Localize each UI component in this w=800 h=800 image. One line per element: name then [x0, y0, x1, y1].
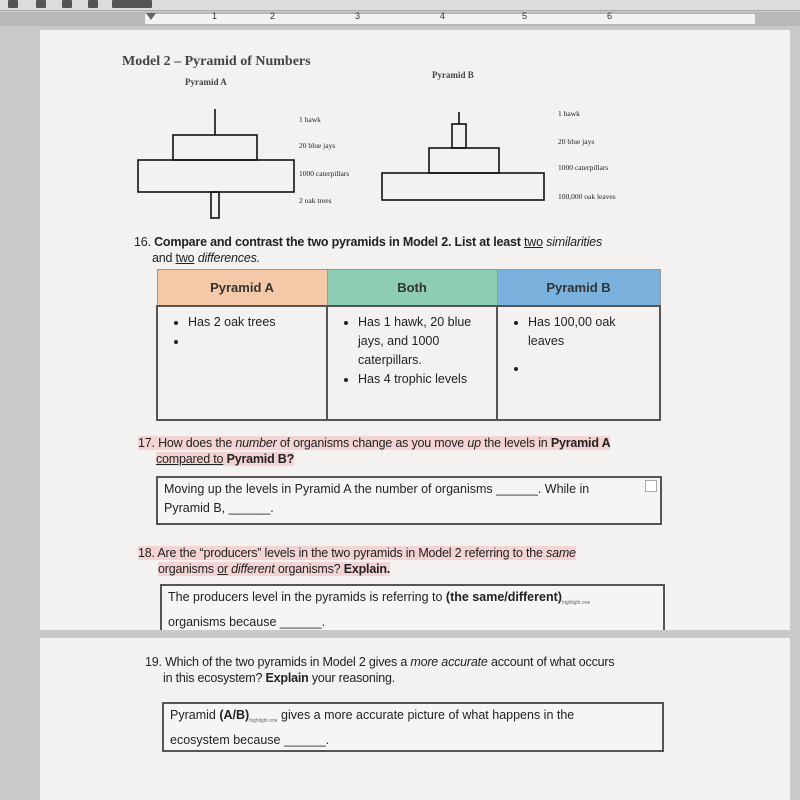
question-text: up: [467, 436, 481, 450]
question-text: Pyramid B?: [226, 452, 295, 466]
format-icon[interactable]: [88, 0, 98, 8]
pyramid-b-level-label: 20 blue jays: [558, 137, 595, 146]
answer-text: gives a more accurate picture of what happens in the: [281, 708, 575, 722]
question-text: compared to: [156, 452, 224, 466]
answer-box-17[interactable]: [156, 476, 662, 525]
answer-text: ecosystem because ______.: [170, 733, 330, 747]
question-text: more accurate: [410, 655, 488, 669]
list-item: • Has 4 trophic levels: [358, 370, 492, 389]
pyramid-b: [382, 112, 544, 200]
question-text: How does the: [158, 436, 233, 450]
cell-pyramid-a[interactable]: [157, 306, 327, 420]
question-text: different: [231, 562, 275, 576]
header-both: Both: [327, 270, 497, 307]
question-text: account of what occurs: [490, 655, 615, 669]
question-text: Explain: [265, 671, 309, 685]
pyramid-b-level-label: 1 hawk: [558, 109, 580, 118]
underline-icon[interactable]: [62, 0, 72, 8]
list-item: [188, 332, 322, 351]
ruler-number: 1: [212, 11, 218, 21]
question-text: in this ecosystem?: [163, 671, 263, 685]
answer-text: Pyramid: [170, 708, 216, 722]
question-number: 17.: [138, 436, 155, 450]
comparison-table: [156, 269, 661, 421]
pyramid-b-label: Pyramid B: [432, 70, 474, 80]
question-text: Pyramid A: [550, 436, 611, 450]
question-text: or: [217, 562, 228, 576]
ruler-track[interactable]: [145, 14, 755, 24]
header-pyramid-b: Pyramid B: [497, 270, 660, 307]
question-text: organisms: [158, 562, 214, 576]
answer-text: Moving up the levels in Pyramid A the number of organisms ______. While in: [164, 482, 590, 496]
pyramid-a-bluejay-level: [173, 135, 257, 160]
question-number: 16.: [134, 235, 151, 249]
pyramid-b-level-label: 1000 caterpillars: [558, 163, 609, 172]
bold-icon[interactable]: [8, 0, 18, 8]
model-title: Model 2 – Pyramid of Numbers: [122, 54, 311, 69]
pyramid-b-bluejay-level: [429, 148, 499, 173]
answer-text: organisms because ______.: [168, 615, 326, 629]
cell-pyramid-b[interactable]: [497, 306, 660, 420]
indent-marker[interactable]: [146, 13, 156, 20]
pyramid-b-level-label: 100,000 oak leaves: [558, 192, 616, 201]
answer-box-18[interactable]: [160, 584, 665, 630]
question-text: same: [546, 546, 576, 560]
question-number: 19.: [145, 655, 162, 669]
question-text: Which of the two pyramids in Model 2 gives a: [165, 655, 408, 669]
and-word: and: [152, 251, 173, 265]
document-page[interactable]: [40, 30, 790, 630]
question-18: [138, 545, 678, 577]
list-item: [528, 359, 655, 378]
pyramid-a: [138, 109, 294, 218]
header-pyramid-a: Pyramid A: [157, 270, 327, 307]
pyramids-diagram: [130, 104, 590, 224]
underlined-two: two: [524, 235, 543, 249]
pyramid-a-level-label: 20 blue jays: [299, 141, 336, 150]
pyramid-a-level-label: 2 oak trees: [299, 196, 332, 205]
toolbar: [0, 0, 800, 11]
question-16-text: Compare and contrast the two pyramids in Model 2. List at least: [154, 235, 521, 249]
answer-choice: (the same/different): [445, 590, 562, 604]
pyramid-b-oak-level: [382, 173, 544, 200]
question-19: [145, 654, 685, 686]
list-item: • Has 1 hawk, 20 blue jays, and 1000 caterpillars.: [358, 313, 492, 370]
list-item: • Has 2 oak trees: [188, 313, 322, 332]
style-icon[interactable]: [112, 0, 152, 8]
ruler-number: 4: [440, 11, 446, 21]
ruler-number: 3: [355, 11, 361, 21]
ruler-number: 6: [607, 11, 613, 21]
answer-choice: (A/B): [219, 708, 250, 722]
ruler: [0, 12, 800, 26]
pyramid-a-level-label: 1 hawk: [299, 115, 321, 124]
question-text: Explain.: [343, 562, 391, 576]
question-number: 18.: [138, 546, 155, 560]
underlined-two: two: [175, 251, 195, 265]
ruler-number: 5: [522, 11, 528, 21]
list-item: • Has 100,00 oak leaves: [528, 313, 655, 351]
ruler-number: 2: [270, 11, 276, 21]
pyramid-a-level-label: 1000 caterpillars: [299, 169, 350, 178]
question-text: number: [235, 436, 277, 450]
answer-text: The producers level in the pyramids is referring to: [168, 590, 443, 604]
answer-text: Pyramid B, ______.: [164, 501, 274, 515]
pyramid-b-hawk-level: [452, 124, 466, 148]
question-text: your reasoning.: [311, 671, 396, 685]
dropdown-handle[interactable]: [645, 480, 657, 492]
question-text: of organisms change as you move: [279, 436, 465, 450]
document-page-2[interactable]: [40, 638, 790, 800]
question-text: organisms?: [277, 562, 341, 576]
pyramid-a-label: Pyramid A: [185, 77, 227, 87]
question-16: [134, 234, 654, 266]
italic-icon[interactable]: [36, 0, 46, 8]
question-text: the levels in: [484, 436, 548, 450]
answer-box-19[interactable]: [162, 702, 664, 752]
pyramid-a-caterpillar-level: [138, 160, 294, 192]
question-text: Are the “producers” levels in the two pyramids in Model 2 referring to the: [157, 546, 543, 560]
pyramid-a-oak-level: [211, 192, 219, 218]
question-17: [138, 435, 668, 467]
answer-hint: highlight one: [249, 718, 278, 724]
differences-word: differences.: [197, 251, 260, 265]
cell-both[interactable]: [327, 306, 497, 420]
answer-hint: highlight one: [561, 600, 591, 606]
similarities-word: similarities: [546, 235, 603, 249]
